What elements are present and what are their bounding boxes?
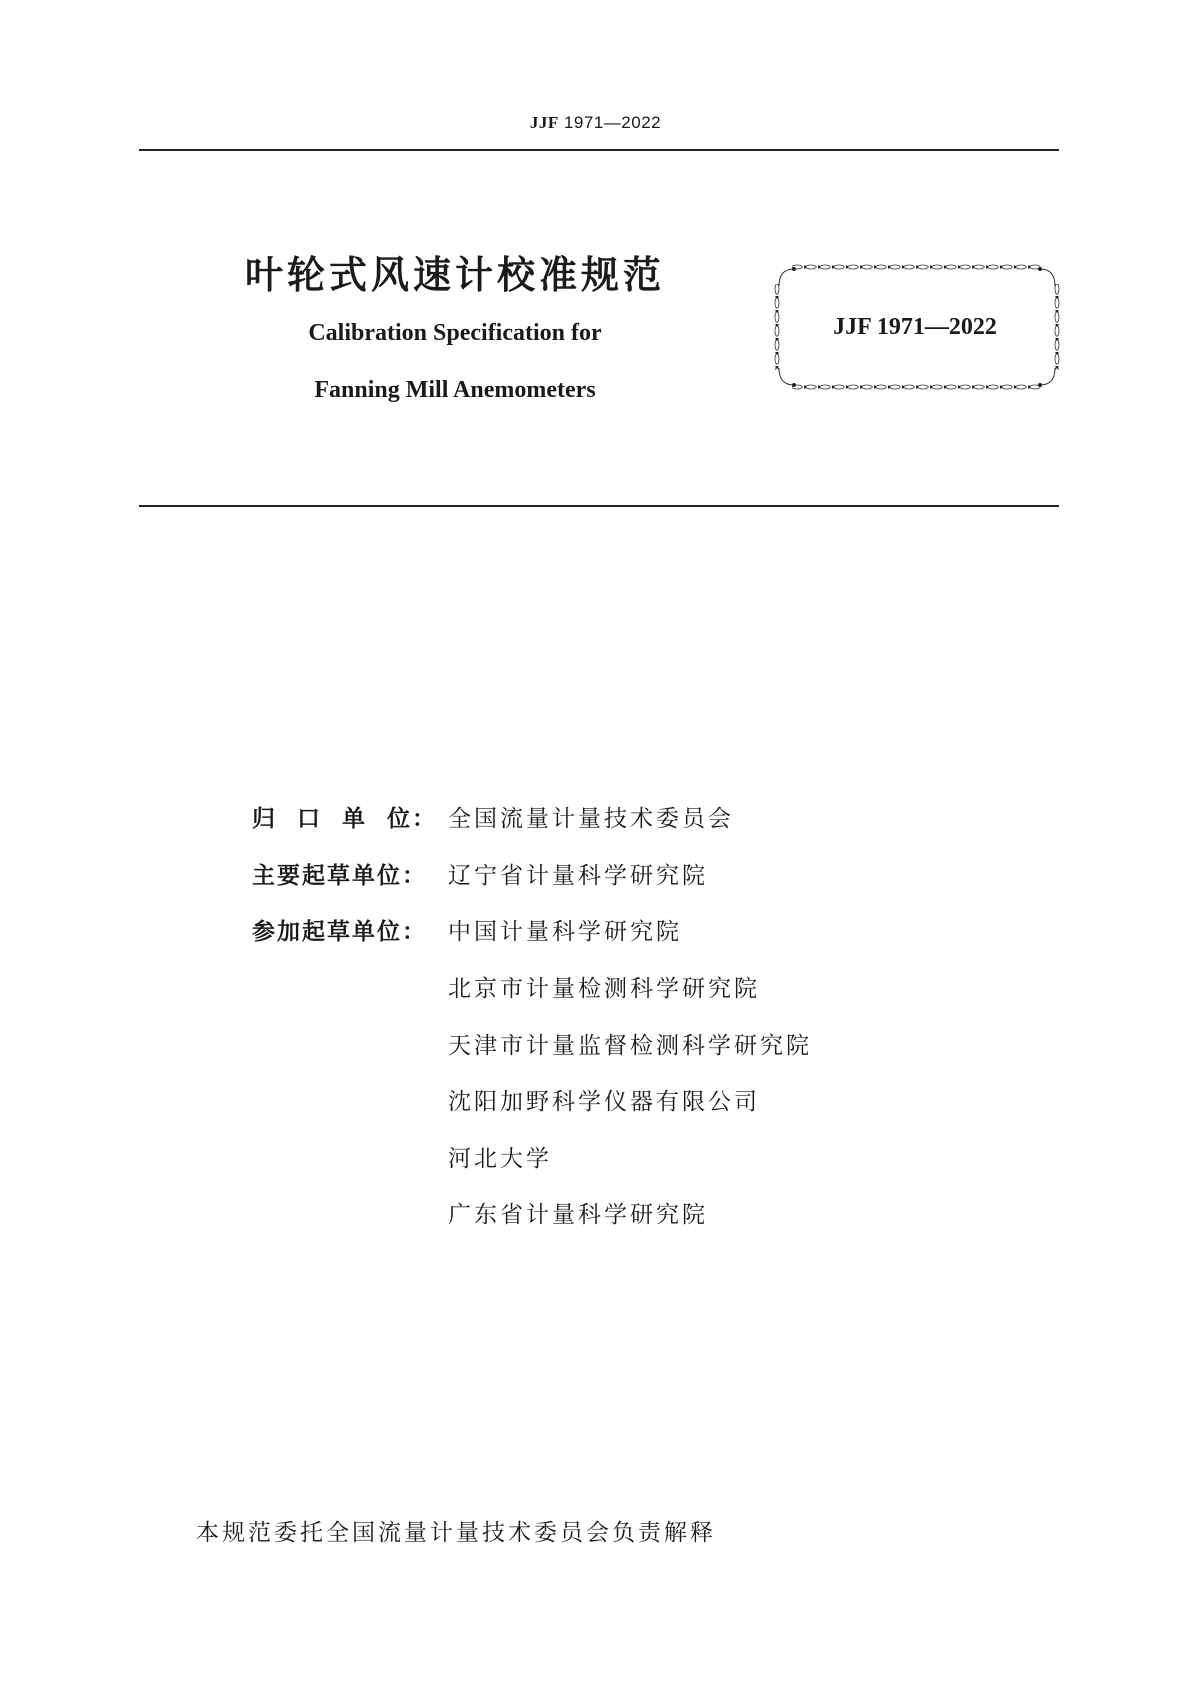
interpretation-note: 本规范委托全国流量计量技术委员会负责解释	[196, 1520, 716, 1546]
title-english-line1: Calibration Specification for	[308, 320, 602, 346]
unit-value: 河北大学	[448, 1146, 552, 1172]
unit-value: 全国流量计量技术委员会	[448, 806, 734, 832]
header-code-prefix: JJF	[529, 113, 559, 132]
unit-value: 北京市计量检测科学研究院	[448, 976, 760, 1002]
header-rule	[139, 149, 1059, 151]
unit-value: 沈阳加野科学仪器有限公司	[448, 1089, 760, 1115]
badge-code: JJF 1971—2022	[833, 314, 997, 340]
running-header	[0, 113, 1191, 133]
title-chinese: 叶轮式风速计校准规范	[244, 253, 665, 297]
title-english-line2: Fanning Mill Anemometers	[314, 377, 596, 403]
unit-value: 天津市计量监督检测科学研究院	[448, 1033, 812, 1059]
unit-value: 广东省计量科学研究院	[448, 1202, 708, 1228]
header-code-number: 1971—2022	[558, 113, 662, 132]
unit-label: 参加起草单位：	[252, 919, 427, 945]
unit-label: 主要起草单位：	[252, 863, 427, 889]
unit-value: 中国计量科学研究院	[448, 919, 682, 945]
unit-label: 归 口 单 位：	[252, 806, 438, 832]
title-section-rule	[139, 505, 1059, 507]
unit-value: 辽宁省计量科学研究院	[448, 863, 708, 889]
